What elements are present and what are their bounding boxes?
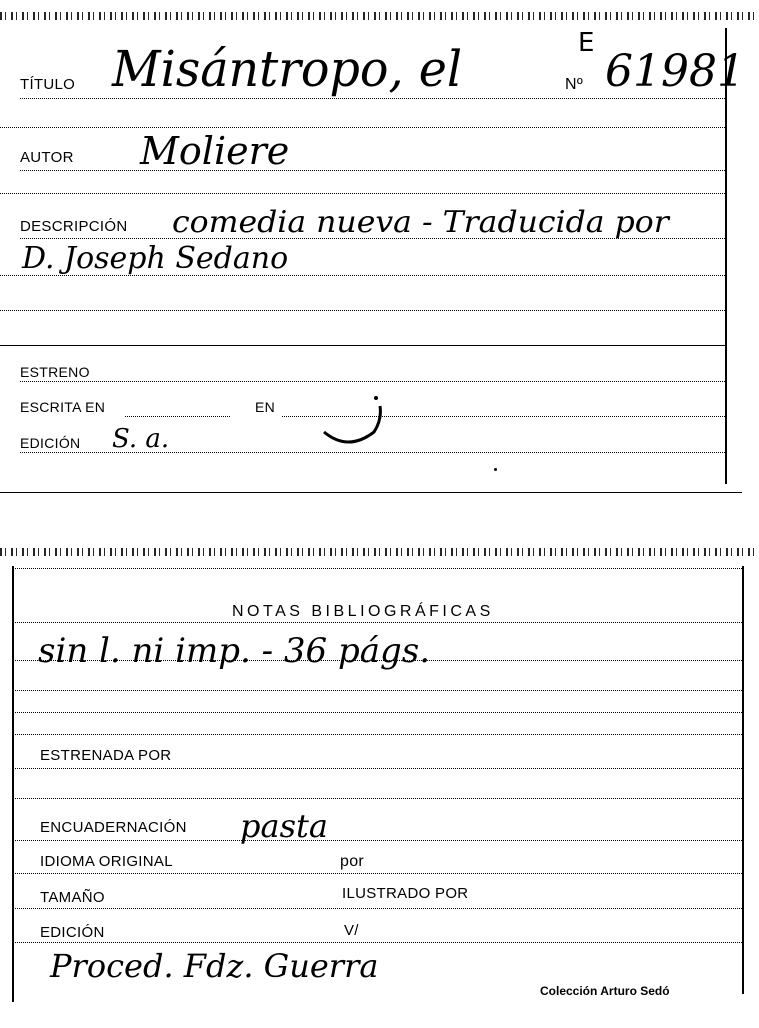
catalog-card-top — [0, 0, 759, 494]
rule — [0, 127, 725, 128]
scan-noise-strip — [0, 548, 759, 556]
punch-hole-mark — [318, 380, 388, 450]
idioma-original-label: IDIOMA ORIGINAL — [40, 853, 173, 870]
card-left-border — [12, 566, 14, 1002]
rule — [0, 193, 725, 194]
idioma-rule — [12, 873, 742, 874]
handwritten-author: Moliere — [140, 129, 290, 173]
escrita-en-rule — [125, 416, 230, 417]
rule — [12, 690, 742, 691]
ilustrado-por-label: ILUSTRADO POR — [342, 885, 469, 902]
handwritten-description-1: comedia nueva - Traducida por — [172, 205, 669, 240]
estreno-label: ESTRENO — [20, 364, 90, 380]
card-right-border — [742, 566, 744, 994]
rule — [12, 734, 742, 735]
rule — [12, 712, 742, 713]
descripcion-rule-2 — [0, 275, 725, 276]
top-rule — [12, 568, 742, 569]
rule — [12, 798, 742, 799]
numero-label: Nº — [565, 76, 583, 93]
escrita-en-label: ESCRITA EN — [20, 399, 106, 415]
edicion-rule — [20, 452, 725, 453]
catalog-card-bottom — [0, 540, 759, 1028]
handwritten-edicion: S. a. — [112, 424, 170, 454]
handwritten-number: 61981 — [605, 46, 745, 97]
handwritten-notes: sin l. ni imp. - 36 págs. — [38, 631, 431, 671]
card-bottom-edge — [0, 492, 742, 493]
descripcion-rule-3 — [0, 310, 725, 311]
handwritten-encuadernacion: pasta — [240, 807, 328, 845]
titulo-rule — [20, 98, 725, 99]
ink-dot — [494, 468, 497, 471]
notas-heading: NOTAS BIBLIOGRÁFICAS — [232, 603, 494, 620]
rule — [12, 660, 742, 661]
autor-rule — [20, 170, 725, 171]
estrenada-por-label: ESTRENADA POR — [40, 747, 172, 764]
descripcion-label: DESCRIPCIÓN — [20, 218, 128, 235]
handwritten-letter: E — [578, 28, 595, 58]
tamano-label: TAMAÑO — [40, 889, 105, 906]
en-label: EN — [255, 399, 276, 415]
handwritten-title: Misántropo, el — [112, 40, 463, 98]
v-label: V/ — [344, 922, 359, 939]
autor-label: AUTOR — [20, 149, 74, 166]
section-divider — [0, 345, 725, 346]
tamano-rule — [12, 908, 742, 909]
handwritten-description-2: D. Joseph Sedano — [22, 241, 289, 276]
edicion-label-bottom: EDICIÓN — [40, 924, 105, 941]
descripcion-rule-1 — [20, 238, 725, 239]
coleccion-footer: Colección Arturo Sedó — [540, 984, 670, 998]
edicion-label: EDICIÓN — [20, 435, 81, 451]
titulo-label: TÍTULO — [20, 76, 76, 93]
estrenada-por-rule — [12, 768, 742, 769]
por-label: por — [340, 853, 365, 870]
edicion-rule-bottom — [12, 942, 742, 943]
rule — [12, 622, 742, 623]
encuadernacion-label: ENCUADERNACIÓN — [40, 819, 187, 836]
scan-noise-strip — [0, 12, 759, 20]
handwritten-procedencia: Proced. Fdz. Guerra — [50, 947, 379, 985]
encuadernacion-rule — [12, 840, 742, 841]
